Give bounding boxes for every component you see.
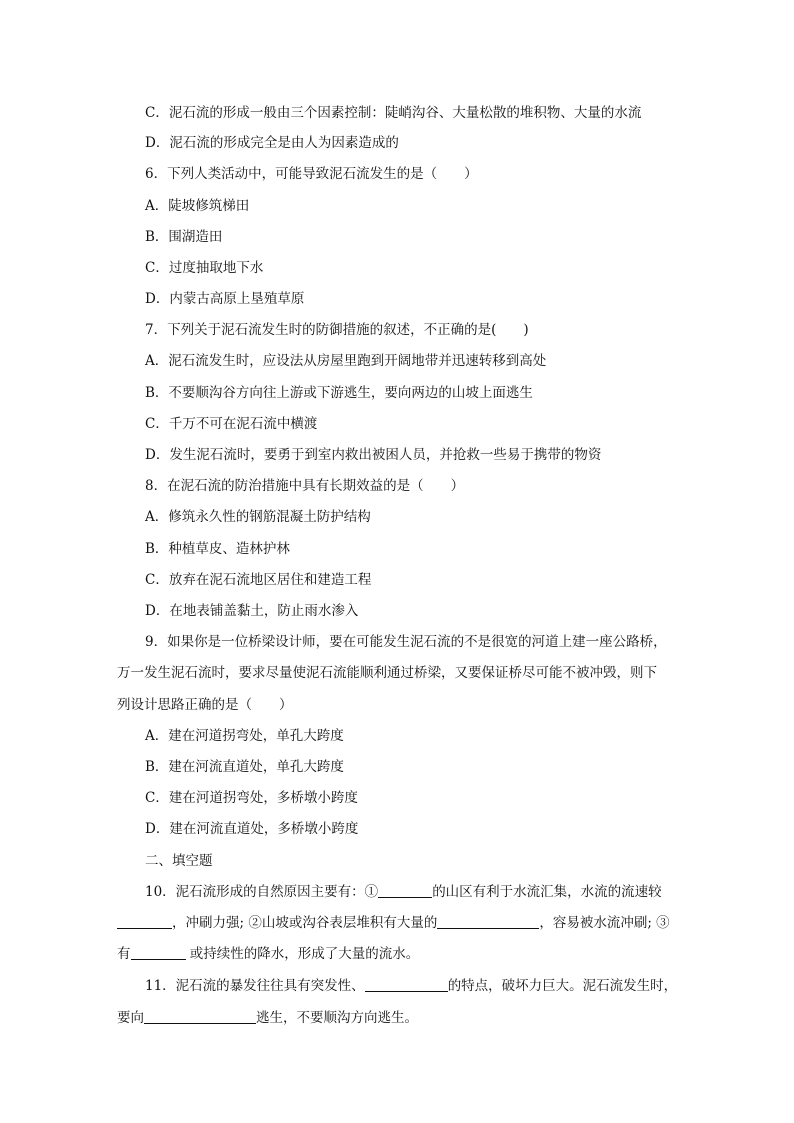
q10-line-1 [145,883,662,901]
section-title-fill-in: 二、填空题 [145,853,213,869]
q11-text-1: 11．泥石流的暴发往往具有突发性、 [145,978,365,994]
q6-option-a: A．陡坡修筑梯田 [145,198,250,214]
q7-option-a: A．泥石流发生时，应设法从房屋里跑到开阔地带并迅速转移到高处 [145,353,547,369]
q8-stem: 8．在泥石流的防治措施中具有长期效益的是（ ） [145,478,465,494]
q9-option-b: B．建在河流直道处，单孔大跨度 [145,759,344,775]
q9-option-d: D．建在河流直道处，多桥墩小跨度 [145,821,359,837]
q10-text-1: 10．泥石流形成的自然原因主要有：① [145,884,379,900]
q5-option-c: C．泥石流的形成一般由三个因素控制：陡峭沟谷、大量松散的堆积物、大量的水流 [145,105,642,121]
q6-option-c: C．过度抽取地下水 [145,260,264,276]
q10-blank-2[interactable] [117,914,172,929]
q11-line-1 [145,977,677,995]
q11-text-4: 逃生，不要顺沟方向逃生。 [256,1010,418,1026]
q10-text-6: 或持续性的降水，形成了大量的流水。 [185,946,420,962]
q8-option-d: D．在地表铺盖黏土，防止雨水渗入 [145,603,359,619]
q7-stem: 7．下列关于泥石流发生时的防御措施的叙述，不正确的是( ) [145,322,529,338]
q6-stem: 6．下列人类活动中，可能导致泥石流发生的是（ ） [145,166,478,182]
q9-stem-line-1: 9．如果你是一位桥梁设计师，要在可能发生泥石流的不是很宽的河道上建一座公路桥， [145,634,667,650]
q9-stem-line-3: 列设计思路正确的是（ ） [117,697,293,713]
q10-blank-4[interactable] [131,945,186,960]
q10-text-4: ，容易被水流冲刷; ③ [539,915,670,931]
q10-line-3 [117,945,419,963]
q6-option-b: B．围湖造田 [145,229,223,245]
q7-option-d: D．发生泥石流时，要勇于到室内救出被困人员，并抢救一些易于携带的物资 [145,447,602,463]
q10-text-5: 有 [117,946,131,962]
q11-line-2 [117,1009,418,1027]
q6-option-d: D．内蒙古高原上垦殖草原 [145,291,305,307]
q8-option-b: B．种植草皮、造林护林 [145,541,290,557]
q10-text-2: 的山区有利于水流汇集，水流的流速较 [432,884,662,900]
q8-option-a: A．修筑永久性的钢筋混凝土防护结构 [145,509,371,525]
q9-stem-line-2: 万一发生泥石流时，要求尽量使泥石流能顺利通过桥梁，又要保证桥尽可能不被冲毁，则下 [117,665,657,681]
q8-option-c: C．放弃在泥石流地区居住和建造工程 [145,572,372,588]
q11-text-3: 要向 [117,1010,144,1026]
q11-blank-2[interactable] [144,1009,256,1024]
q7-option-b: B．不要顺沟谷方向往上游或下游逃生，要向两边的山坡上面逃生 [145,385,533,401]
q5-option-d: D．泥石流的形成完全是由人为因素造成的 [145,135,399,151]
q10-blank-3[interactable] [437,914,539,929]
q10-blank-1[interactable] [378,883,432,898]
q9-option-a: A．建在河道拐弯处，单孔大跨度 [145,728,344,744]
q11-text-2: 的特点，破坏力巨大。泥石流发生时， [447,978,678,994]
q10-line-2 [117,914,670,932]
q10-text-3: ，冲刷力强; ②山坡或沟谷表层堆积有大量的 [172,915,438,931]
q11-blank-1[interactable] [365,977,448,992]
q9-option-c: C．建在河道拐弯处，多桥墩小跨度 [145,790,358,806]
q7-option-c: C．千万不可在泥石流中横渡 [145,416,318,432]
